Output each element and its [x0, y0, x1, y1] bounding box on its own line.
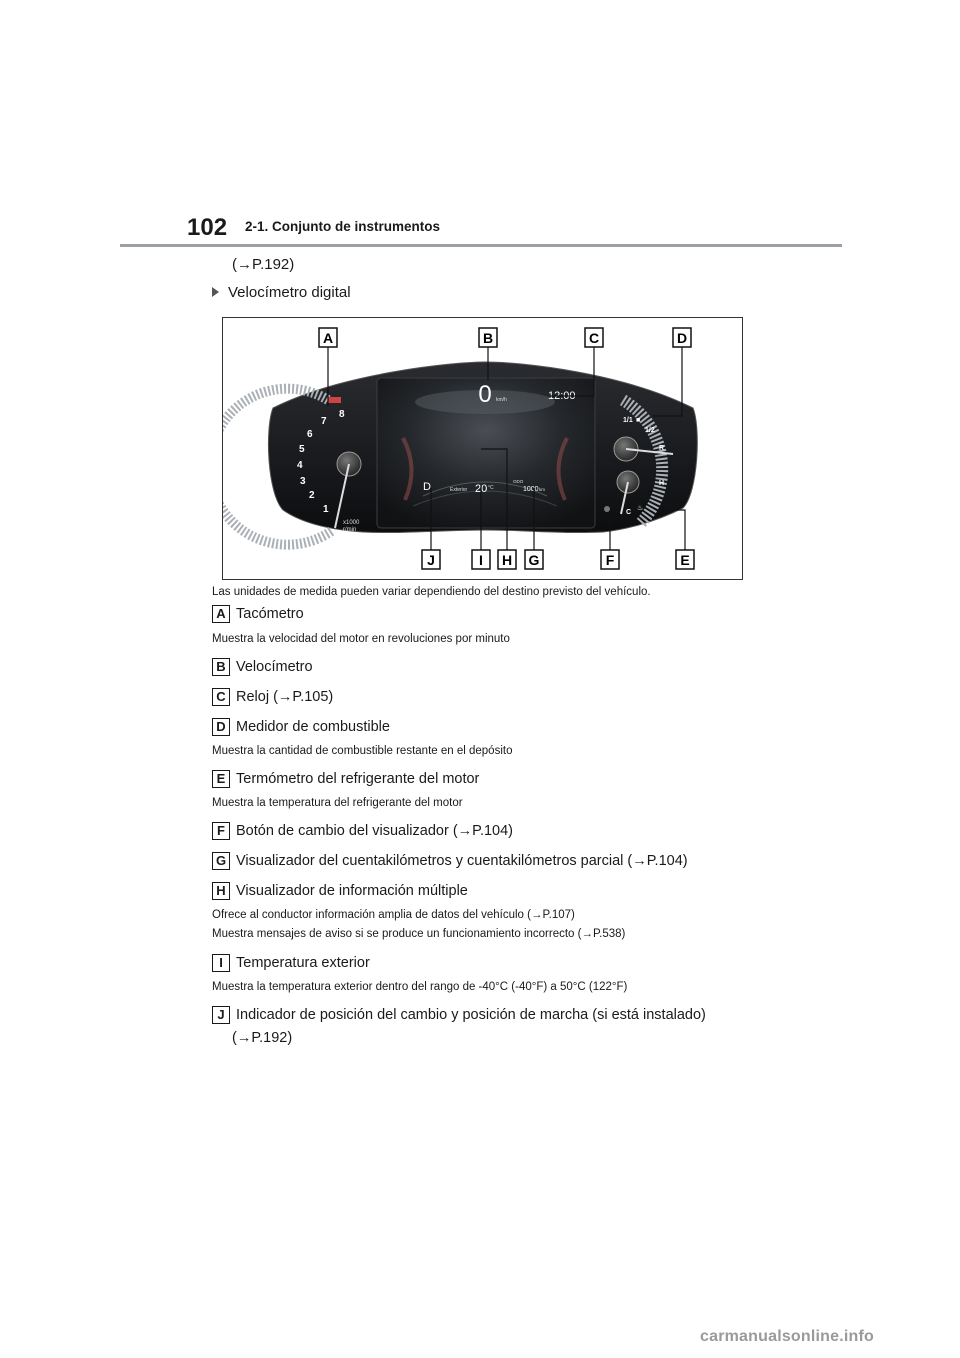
exterior-temp: 20 [475, 483, 488, 495]
callout-i: I [479, 552, 483, 568]
odo-unit: km [539, 487, 545, 492]
legend-title: Termómetro del refrigerante del motor [236, 771, 480, 787]
legend-letter: B [212, 658, 230, 676]
header-rule [120, 244, 842, 247]
legend-title: Velocímetro [236, 659, 313, 675]
speed-value: 0 [478, 381, 492, 408]
instrument-cluster-figure [222, 317, 743, 580]
legend-letter: J [212, 1006, 230, 1024]
legend-desc: Muestra la temperatura exterior dentro del rango de -40°C (-40°F) a 50°C (122°F) [212, 981, 628, 993]
legend-desc-2: Muestra mensajes de aviso si se produce un funcionamiento incorrecto (→P.538) [212, 928, 626, 940]
legend-title: Temperatura exterior [236, 955, 370, 971]
callout-c: C [588, 330, 600, 346]
legend-desc: Muestra la temperatura del refrigerante del motor [212, 797, 463, 809]
clock: 12:00 [548, 390, 576, 402]
legend-title: Reloj (→P.105) [236, 689, 334, 705]
legend-title: Visualizador del cuentakilómetros y cuentakilómetros parcial (→P.104) [236, 853, 688, 869]
callout-a: A [322, 330, 334, 346]
callout-d: D [676, 330, 688, 346]
tach-number: 7 [321, 416, 327, 427]
cluster-illustration [223, 318, 742, 579]
subheading [212, 284, 351, 301]
legend-letter: G [212, 852, 230, 870]
footer-watermark: carmanualsonline.info [700, 1328, 875, 1345]
tach-number: 1 [323, 504, 329, 515]
legend-item-e [212, 770, 479, 788]
tach-unit-top: x1000 [343, 520, 360, 526]
section-title: 2-1. Conjunto de instrumentos [245, 219, 441, 234]
fuel-reserve-mark: R [659, 445, 665, 452]
legend-letter: D [212, 718, 230, 736]
tach-number: 3 [300, 476, 306, 487]
coolant-icon: ♨ [637, 505, 644, 512]
legend-letter: C [212, 688, 230, 706]
intro-reference: (→P.192) [232, 256, 295, 273]
legend-title: Indicador de posición del cambio y posición de marcha (si está instalado) [236, 1007, 706, 1023]
legend-item-j [212, 1006, 706, 1024]
subheading-text: Velocímetro digital [228, 284, 351, 301]
legend-item-h [212, 882, 468, 900]
callout-e: E [680, 552, 690, 568]
legend-desc: Ofrece al conductor información amplia de datos del vehículo (→P.107) [212, 909, 575, 921]
legend-letter: E [212, 770, 230, 788]
odo-value: 1000 [523, 486, 539, 493]
legend-title: Visualizador de información múltiple [236, 883, 468, 899]
units-note: Las unidades de medida pueden variar dependiendo del destino previsto del vehículo. [212, 586, 651, 598]
page-number: 102 [187, 214, 228, 241]
tach-unit-bottom: r/min [343, 527, 357, 533]
callout-h: H [501, 552, 513, 568]
exterior-label: Exterior [450, 487, 468, 493]
tach-number: 8 [339, 409, 345, 420]
tach-number: 5 [299, 444, 305, 455]
callout-b: B [482, 330, 494, 346]
fuel-pump-icon: ■ [636, 417, 641, 424]
legend-continuation: (→P.192) [232, 1030, 293, 1046]
legend-item-f [212, 822, 513, 840]
legend-item-c [212, 688, 333, 706]
temp-hot-mark: H [659, 480, 665, 487]
tach-number: 4 [297, 460, 303, 471]
callout-g: G [528, 552, 540, 568]
fuel-full-mark: 1/1 [623, 417, 633, 424]
odo-label: ODO [513, 479, 524, 484]
exterior-temp-unit: °C [488, 485, 494, 491]
legend-letter: A [212, 605, 230, 623]
speed-unit: km/h [496, 397, 507, 403]
legend-item-b [212, 658, 313, 676]
legend-letter: H [212, 882, 230, 900]
legend-item-i [212, 954, 370, 972]
tach-number: 2 [309, 490, 315, 501]
legend-title: Botón de cambio del visualizador (→P.104) [236, 823, 514, 839]
legend-title: Tacómetro [236, 606, 304, 622]
legend-item-d [212, 718, 390, 736]
callout-f: F [605, 552, 615, 568]
fuel-half-mark: 1/2 [645, 427, 655, 434]
callout-j: J [427, 552, 435, 568]
legend-title: Medidor de combustible [236, 719, 390, 735]
gear-indicator: D [423, 481, 431, 493]
legend-desc: Muestra la cantidad de combustible restante en el depósito [212, 745, 513, 757]
temp-cold-mark: C [626, 509, 632, 516]
tach-number: 6 [307, 429, 313, 440]
legend-letter: I [212, 954, 230, 972]
arrow-icon [212, 287, 219, 297]
legend-item-g [212, 852, 688, 870]
legend-letter: F [212, 822, 230, 840]
legend-item-a [212, 605, 304, 623]
legend-desc: Muestra la velocidad del motor en revoluciones por minuto [212, 633, 510, 645]
